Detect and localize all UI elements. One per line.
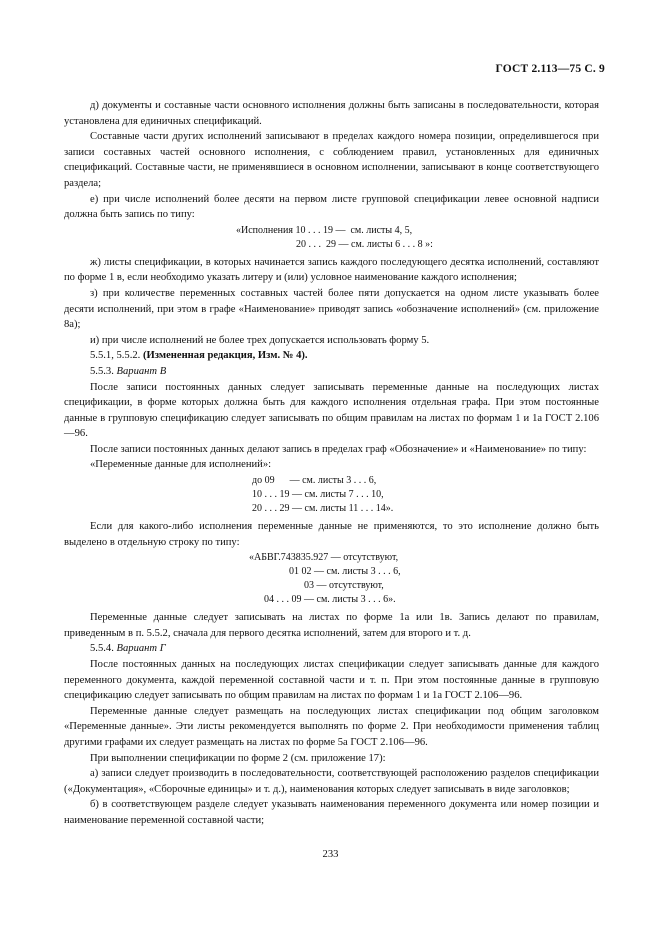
paragraph-variant-v-2: После записи постоянных данных делают запись в пределах граф «Обозначение» и «Наименование» по типу: — [90, 443, 587, 455]
paragraph-forms-1a-1v: Переменные данные следует записывать на листах по форме 1а или 1в. Запись делают по правилам, приведенным в п. 5.5.2, сначала для первого десятка исполнений, затем для второго и т. д. — [64, 612, 599, 639]
example-line: 03 — отсутствуют, — [249, 580, 384, 592]
paragraph-b: б) в соответствующем разделе следует указывать наименования переменного документа или номер позиции и наименование переменной составной части; — [64, 799, 599, 826]
example-block-sheets — [64, 474, 599, 516]
paragraph-a: а) записи следует производить в последовательности, соответствующей расположению разделов спецификации («Документация», «Сборочные единицы» и т. д.), наименования которых следует записывать в виде заголовков; — [64, 768, 599, 795]
paragraph-variant-v-1: После записи постоянных данных следует записывать переменные данные на последующих листах спецификации, в форме которых должна быть для каждого исполнения отдельная графа. При этом постоянные данные в групповую спецификацию следует записывать по общим правилам на листах по формам 1 и 1а ГОСТ 2.106—96. — [64, 381, 599, 440]
example-block-absent — [64, 551, 599, 607]
paragraph-variant-g-1: После постоянных данных на последующих листах спецификации следует записывать данные для каждого переменного документа, каждой переменной составной части и т. п. При этом постоянные данные в групповую спецификацию следует записывать по общим правилам на листах по формам 1 и 1а ГОСТ 2.106—96. — [64, 659, 599, 702]
section-number: 5.5.3. — [90, 365, 114, 377]
paragraph-variable-data-heading: «Переменные данные для исполнений»: — [90, 459, 272, 471]
paragraph-e: е) при числе исполнений более десяти на первом листе групповой спецификации левее основной надписи должна быть запись по типу: — [64, 193, 599, 221]
example-line: 10 . . . 19 — см. листы 7 . . . 10, — [252, 489, 384, 501]
paragraph-other-executions: Составные части других исполнений записывают в пределах каждого номера позиции, определившегося при записи составных частей основного исполнения, с соблюдением правил, установленных для единичных спецификаций. Составные части, не применявшиеся в основном исполнении, записывают в конце соответствующего раздела; — [64, 131, 599, 189]
example-line: «Исполнения 10 . . . 19 — см. листы 4, 5, — [236, 224, 413, 236]
page-header: ГОСТ 2.113—75 С. 9 — [495, 63, 605, 75]
section-number: 5.5.4. — [90, 643, 114, 655]
paragraph-variant-g-2: Переменные данные следует размещать на последующих листах спецификации под общим заголовком «Переменные данные». Эти листы рекомендуется выполнять по форме 2. При необходимости применения таблиц другими графами их следует размещать на листах по форме 5а ГОСТ 2.106—96. — [64, 705, 599, 748]
section-5-5-4 — [64, 641, 599, 657]
paragraph-i: и) при числе исполнений не более трех допускается использовать форму 5. — [90, 334, 430, 346]
amendment-note: (Измененная редакция, Изм. № 4). — [142, 350, 308, 362]
example-line: 20 . . . 29 — см. листы 11 . . . 14». — [252, 503, 394, 515]
example-block-executions — [64, 224, 599, 252]
example-line: до 09 — см. листы 3 . . . 6, — [252, 475, 377, 487]
section-5-5-3 — [64, 364, 599, 380]
section-5-5-1 — [64, 348, 599, 364]
paragraph-d: д) документы и составные части основного исполнения должны быть записаны в последовательности, которая установлена для единичных спецификаций. — [64, 100, 599, 127]
paragraph-z: з) при количестве переменных составных частей более пяти допускается на одном листе указывать более десяти исполнений, при этом в графе «Наименование» приводят запись «обозначение исполнений» (см. приложение 8а); — [64, 287, 599, 331]
example-line: 20 . . . 29 — см. листы 6 . . . 8 »: — [236, 238, 433, 250]
page-body — [64, 98, 599, 829]
example-line: 04 . . . 09 — см. листы 3 . . . 6». — [249, 594, 396, 606]
paragraph-form-2: При выполнении спецификации по форме 2 (см. приложение 17): — [90, 752, 386, 764]
example-line: 01 02 — см. листы 3 . . . 6, — [249, 566, 401, 578]
page-number: 233 — [322, 849, 339, 860]
section-number: 5.5.1, 5.5.2. — [90, 350, 141, 362]
paragraph-no-variable-data: Если для какого-либо исполнения переменные данные не применяются, то это исполнение должно быть выделено в отдельную строку по типу: — [64, 521, 599, 548]
example-line: «АБВГ.743835.927 — отсутствуют, — [249, 552, 399, 564]
variant-title: Вариант Г — [116, 643, 166, 655]
variant-title: Вариант В — [116, 365, 167, 377]
paragraph-zh: ж) листы спецификации, в которых начинается запись каждого последующего десятка исполнений, составляют по форме 1 в, если необходимо указать литеру и (или) условное наименование каждого исполнения; — [64, 256, 599, 284]
